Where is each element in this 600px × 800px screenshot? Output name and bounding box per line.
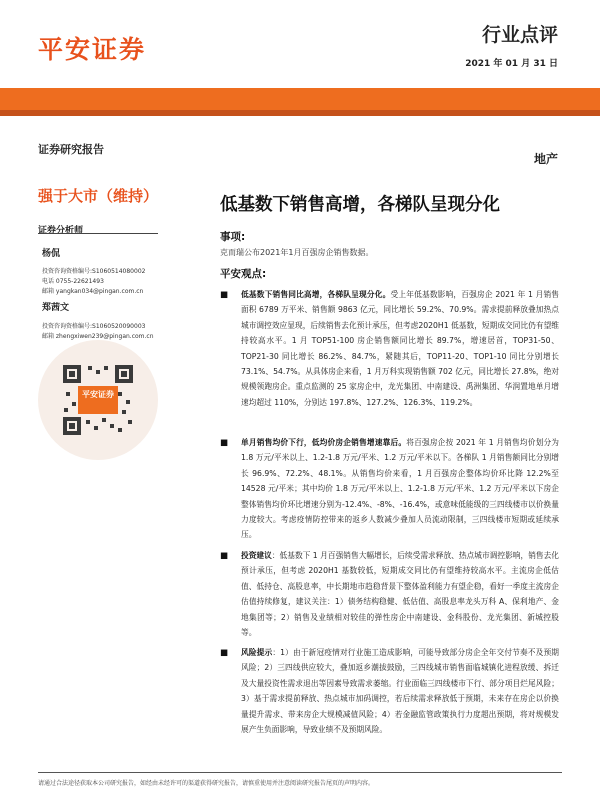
bullet-icon: ■ <box>220 438 229 448</box>
qr-logo: 平安证券 <box>78 386 118 414</box>
views-title: 平安观点: <box>220 268 267 280</box>
report-type: 行业点评 <box>481 24 558 46</box>
view-item-3-lead: 投资建议 <box>241 551 272 560</box>
brand-logo: 平安证券 <box>38 35 147 64</box>
footer-divider <box>38 772 562 773</box>
view-item-3 <box>241 548 559 640</box>
bullet-icon: ■ <box>220 551 229 561</box>
view-item-4 <box>241 645 559 737</box>
analyst-1-phone: 电话 0755-22621493 <box>42 278 104 285</box>
qr-code <box>38 340 158 460</box>
view-item-4-text: ：1）由于新冠疫情对行业施工造成影响，可能导致部分房企全年交付节奏不及预期风险；2）三四线供应较大，叠加返乡潮拔鼓励，三四线城市销售面临城镇化进程放缓、拆迁及大量投资性需求退出等因素导致需求萎缩。行业面临三四线楼市下行、部分项目烂尾风险；3）基于需求提前释放、热点城市加码调控，若后续需求释放低于预期，未来存在房企以价换量提升需求、带来房企大规模减值风险；4）若金融监管政策执行力度超出预期，将对规模发展产生负面影响，导致业绩不及预期风险。 <box>241 648 559 735</box>
analyst-2-name: 郑茜文 <box>42 303 70 313</box>
view-item-2 <box>241 435 559 543</box>
view-item-1 <box>241 287 559 410</box>
analyst-1-name: 杨侃 <box>42 249 61 259</box>
analyst-2-email: 邮箱 zhengxiwen239@pingan.com.cn <box>42 333 154 340</box>
analyst-2-cert: 投资咨询资格编号:S1060520090003 <box>42 323 146 330</box>
footer-disclaimer: 请通过合法途径获取本公司研究报告，如经由未经许可的渠道获得研究报告，请慎重使用并注意阅读研究报告尾页的声明内容。 <box>38 780 375 787</box>
industry-label: 地产 <box>533 152 558 166</box>
report-date: 2021 年 01 月 31 日 <box>465 59 558 69</box>
analyst-label: 证券分析师 <box>38 226 84 236</box>
bullet-icon: ■ <box>220 290 229 300</box>
analyst-1-email: 邮箱 yangkan034@pingan.com.cn <box>42 288 144 295</box>
analyst-1-cert: 投资咨询资格编号:S1060514080002 <box>42 268 146 275</box>
view-item-2-lead: 单月销售均价下行，低均价房企销售增速靠后。 <box>241 438 407 447</box>
header-band-shadow <box>0 110 600 116</box>
matters-text: 克而瑞公布2021年1月百强房企销售数据。 <box>220 248 374 257</box>
view-item-1-text: 受上年低基数影响，百强房企 2021 年 1 月销售面积 6789 万平米、销售额 9863 亿元，同比增长 59.2%、70.9%。需求提前释放叠加热点城市调控效应显现，后续销售去化预计承压，但考虑2020H1 低基数，短期成交同比仍有望维持较高水平。1 月 TOP51-100 房企销售额同比增长 89.7%，增速居首，TOP31-50、TOP21-30 同比增长 86.2%、84.7%，紧随其后，TOP11-20、TOP1-10 同比分别增长 73.1%、54.7%。从具体房企来看，1 月万科实现销售额 702 亿元，同比增长 27.8%，绝对规模领跑房企。重点监测的 25 家房企中，龙光集团、中南建设、禹洲集团、华润置地单月增速均超过 110%，分别达 197.8%、127.2%、126.3%、119.2%。 <box>241 290 559 407</box>
header-band <box>0 88 600 110</box>
analyst-divider <box>38 233 158 234</box>
view-item-3-text: ：低基数下 1 月百强销售大幅增长，后续受需求释放、热点城市调控影响，销售去化预计承压，但考虑 2020H1 基数较低，短期成交同比仍有望维持较高水平。主流房企低估值、低持仓、高股息率，中长期地市趋稳背景下整体盈利能力有望企稳，看好一季度主流房企估值持续修复，建议关注：1）债务结构稳健、低估值、高股息率龙头万科 A、保利地产、金地集团等；2）销售及业绩相对较佳的弹性房企中南建设、金科股份、龙光集团、新城控股等。 <box>241 551 559 638</box>
headline: 低基数下销售高增，各梯队呈现分化 <box>220 195 500 215</box>
view-item-1-lead: 低基数下销售同比高增，各梯队呈现分化。 <box>241 290 391 299</box>
bullet-icon: ■ <box>220 648 229 658</box>
view-item-2-text: 将百强房企按 2021 年 1 月销售均价划分为 1.8 万元/平米以上、1.2-1.8 万元/平米、1.2 万元/平米以下。各梯队 1 月销售额同比分别增长 96.9%、72.2%、48.1%。从销售均价来看，1 月百强房企整体均价环比降 12.2%至 14528 元/平米；其中均价 1.8 万元/平米以上、1.2-1.8 万元/平米、1.2 万元/平米以下房企整体销售均价环比增速分别为-12.4%、-8%、-16.4%，或意味低能级的三四线楼市以价换量力度较大。考虑疫情防控带来的返乡人数减少叠加人员流动限制，三四线楼市短期或延续承压。 <box>241 438 559 540</box>
rating: 强于大市（维持） <box>38 187 159 205</box>
matters-title: 事项: <box>220 231 246 243</box>
view-item-4-lead: 风险提示 <box>241 648 273 657</box>
doc-type: 证券研究报告 <box>38 143 104 156</box>
